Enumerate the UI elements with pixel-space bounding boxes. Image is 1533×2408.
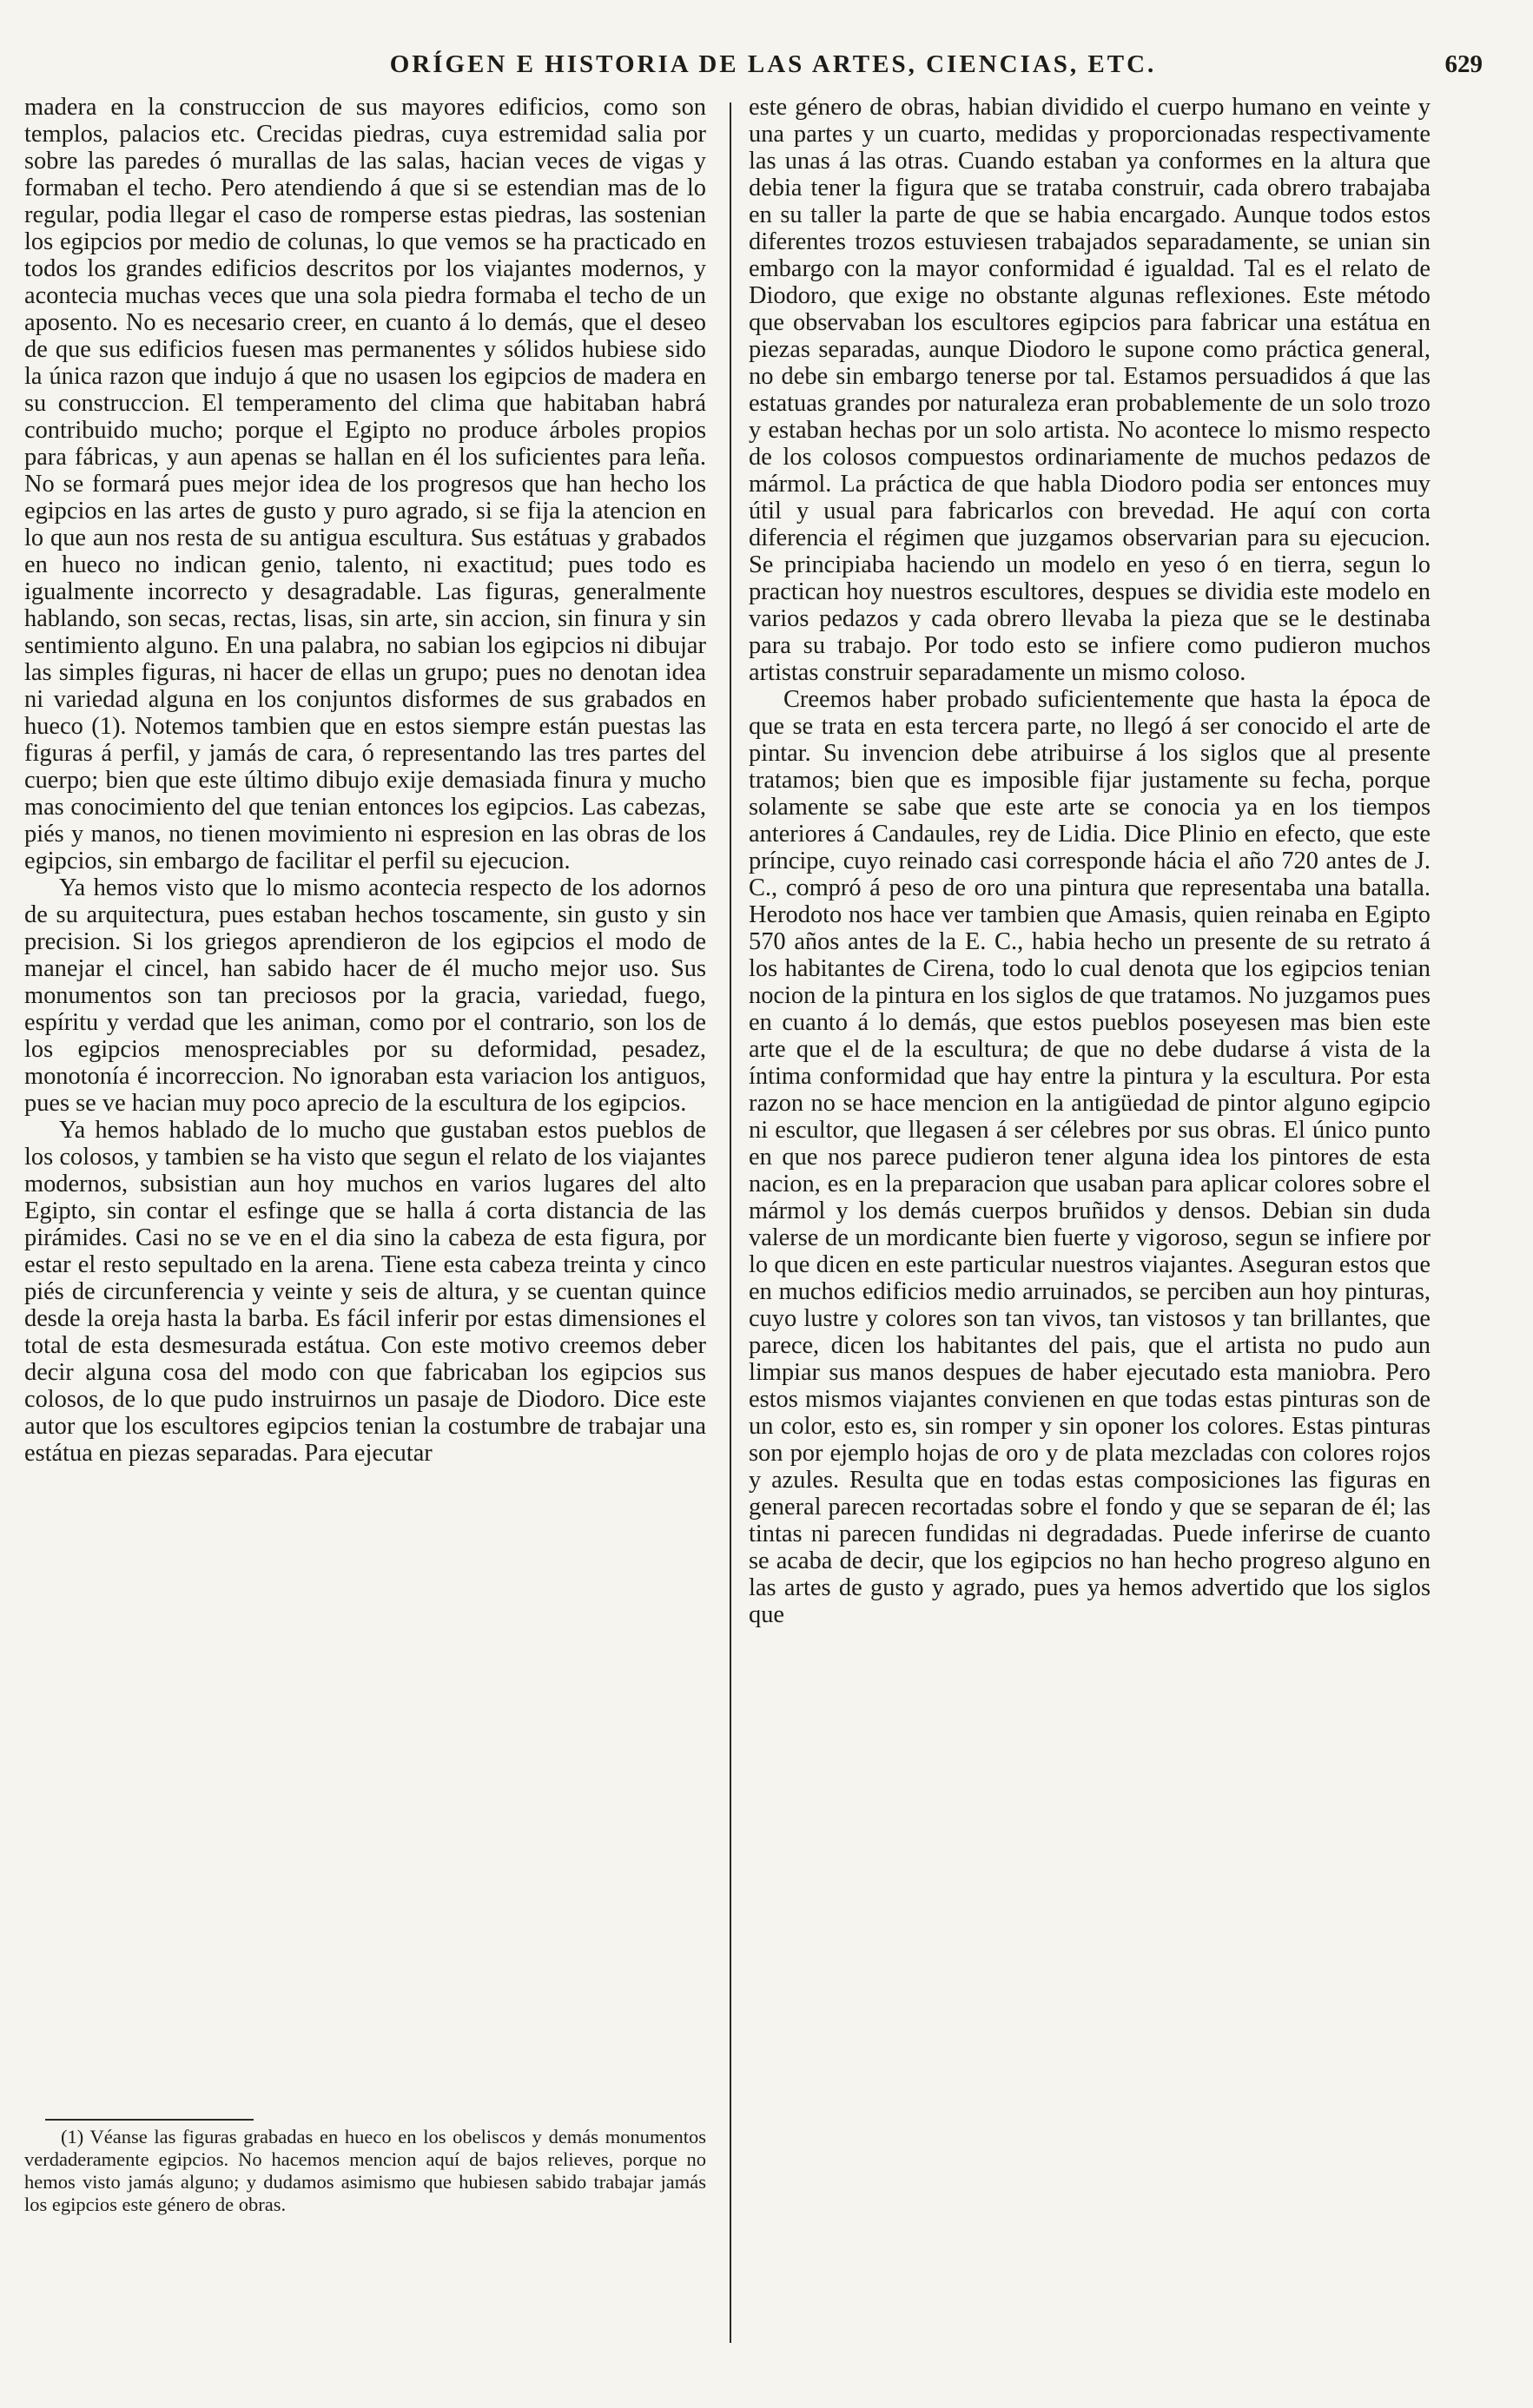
column-divider — [730, 102, 731, 2343]
left-column — [24, 94, 706, 1467]
page-number: 629 — [1444, 50, 1483, 78]
left-paragraph-1: madera en la construccion de sus mayores edificios, como son templos, palacios etc. Crecidas piedras, cuya estremidad salia por sobre las paredes ó murallas de las salas, hacian veces de vigas y formaban el techo. Pero atendiendo á que si se estendian mas de lo regular, podia llegar el caso de romperse estas piedras, las sostenian los egipcios por medio de colunas, lo que vemos se ha practicado en todos los grandes edificios descritos por los viajantes modernos, y acontecia muchas veces que una sola piedra formaba el techo de un aposento. No es necesario creer, en cuanto á lo demás, que el deseo de que sus edificios fuesen mas permanentes y sólidos hubiese sido la única razon que indujo á que no usasen los egipcios de madera en su construccion. El temperamento del clima que habitaban habrá contribuido mucho; porque el Egipto no produce árboles propios para fábricas, y aun apenas se hallan en él los suficientes para leña. No se formará pues mejor idea de los progresos que han hecho los egipcios en las artes de gusto y puro agrado, si se fija la atencion en lo que aun nos resta de su antigua escultura. Sus estátuas y grabados en hueco no indican genio, talento, ni exactitud; pues todo es igualmente incorrecto y desagradable. Las figuras, generalmente hablando, son secas, rectas, lisas, sin arte, sin accion, sin finura y sin sentimiento alguno. En una palabra, no sabian los egipcios ni dibujar las simples figuras, ni hacer de ellas un grupo; pues no denotan idea ni variedad alguna en los conjuntos disformes de sus grabados en hueco (1). Notemos tambien que en estos siempre están puestas las figuras á perfil, y jamás de cara, ó representando las tres partes del cuerpo; bien que este último dibujo exije demasiada finura y mucho mas conocimiento del que tenian entonces los egipcios. Las cabezas, piés y manos, no tienen movimiento ni espresion en las obras de los egipcios, sin embargo de facilitar el perfil su ejecucion. — [24, 94, 706, 874]
running-title: ORÍGEN E HISTORIA DE LAS ARTES, CIENCIAS, ETC. — [389, 50, 1157, 78]
left-paragraph-2: Ya hemos visto que lo mismo acontecia respecto de los adornos de su arquitectura, pues estaban hechos toscamente, sin gusto y sin precision. Si los griegos aprendieron de los egipcios el modo de manejar el cincel, han sabido hacer de él mucho mejor uso. Sus monumentos son tan preciosos por la gracia, variedad, fuego, espíritu y verdad que les animan, como por el contrario, son los de los egipcios menospreciables por su deformidad, pesadez, monotonía é incorreccion. No ignoraban esta variacion los antiguos, pues se ve hacian muy poco aprecio de la escultura de los egipcios. — [24, 874, 706, 1117]
footnote-text: (1) Véanse las figuras grabadas en hueco en los obeliscos y demás monumentos verdaderamente egipcios. No hacemos mencion aquí de bajos relieves, porque no hemos visto jamás alguno; y dudamos asimismo que hubiesen sabido trabajar jamás los egipcios este género de obras. — [24, 2126, 706, 2215]
right-column — [749, 94, 1431, 1628]
right-paragraph-2: Creemos haber probado suficientemente que hasta la época de que se trata en esta tercera parte, no llegó á ser conocido el arte de pintar. Su invencion debe atribuirse á los siglos que al presente tratamos; bien que es imposible fijar justamente su fecha, porque solamente se sabe que este arte se conocia ya en los tiempos anteriores á Candaules, rey de Lidia. Dice Plinio en efecto, que este príncipe, cuyo reinado casi corresponde hácia el año 720 antes de J. C., compró á peso de oro una pintura que representaba una batalla. Herodoto nos hace ver tambien que Amasis, quien reinaba en Egipto 570 años antes de la E. C., habia hecho un presente de su retrato á los habitantes de Cirena, todo lo cual denota que los egipcios tenian nocion de la pintura en los siglos de que tratamos. No juzgamos pues en cuanto á lo demás, que estos pueblos poseyesen mas bien este arte que el de la escultura; de que no debe dudarse á vista de la íntima conformidad que hay entre la pintura y la escultura. Por esta razon no se hace mencion en la antigüedad de pintor alguno egipcio ni escultor, que llegasen á ser célebres por sus obras. El único punto en que nos parece pudieron tener alguna idea los pintores de esta nacion, es en la preparacion que usaban para aplicar colores sobre el mármol y los demás cuerpos bruñidos y densos. Debian sin duda valerse de un mordicante bien fuerte y vigoroso, segun se infiere por lo que dicen en este particular nuestros viajantes. Aseguran estos que en muchos edificios medio arruinados, se perciben aun hoy pinturas, cuyo lustre y colores son tan vivos, tan vistosos y tan brillantes, que parece, dicen los habitantes del pais, que el artista no pudo aun limpiar sus manos despues de haber ejecutado esta maniobra. Pero estos mismos viajantes convienen en que todas estas pinturas son de un color, esto es, sin romper y sin oponer los colores. Estas pinturas son por ejemplo hojas de oro y de plata mezcladas con colores rojos y azules. Resulta que en todas estas composiciones las figuras en general parecen recortadas sobre el fondo y que se separan de él; las tintas ni parecen fundidas ni degradadas. Puede inferirse de cuanto se acaba de decir, que los egipcios no han hecho progreso alguno en las artes de gusto y agrado, pues ya hemos advertido que los siglos que — [749, 686, 1431, 1628]
footnote-divider — [45, 2119, 254, 2121]
left-paragraph-3: Ya hemos hablado de lo mucho que gustaban estos pueblos de los colosos, y tambien se ha visto que segun el relato de los viajantes modernos, subsistian aun hoy muchos en varios lugares del alto Egipto, sin contar el esfinge que se halla á corta distancia de las pirámides. Casi no se ve en el dia sino la cabeza de esta figura, por estar el resto sepultado en la arena. Tiene esta cabeza treinta y cinco piés de circunferencia y veinte y seis de altura, y se cuentan quince desde la oreja hasta la barba. Es fácil inferir por estas dimensiones el total de esta desmesurada estátua. Con este motivo creemos deber decir alguna cosa del modo con que fabricaban los egipcios sus colosos, de lo que pudo instruirnos un pasaje de Diodoro. Dice este autor que los escultores egipcios tenian la costumbre de trabajar una estátua en piezas separadas. Para ejecutar — [24, 1117, 706, 1467]
running-head — [0, 50, 1533, 94]
footnote — [24, 2126, 706, 2216]
right-paragraph-1: este género de obras, habian dividido el cuerpo humano en veinte y una partes y un cuarto, medidas y proporcionadas respectivamente las unas á las otras. Cuando estaban ya conformes en la altura que debia tener la figura que se trataba construir, cada obrero trabajaba en su taller la parte de que se habia encargado. Aunque todos estos diferentes trozos estuviesen trabajados separadamente, se unian sin embargo con la mayor conformidad é igualdad. Tal es el relato de Diodoro, que exige no obstante algunas reflexiones. Este método que observaban los escultores egipcios para fabricar una estátua en piezas separadas, aunque Diodoro le supone como práctica general, no debe sin embargo tenerse por tal. Estamos persuadidos á que las estatuas grandes por naturaleza eran probablemente de un solo trozo y estaban hechas por un solo artista. No acontece lo mismo respecto de los colosos compuestos ordinariamente de muchos pedazos de mármol. La práctica de que habla Diodoro podia ser entonces muy útil y usual para fabricarlos con brevedad. He aquí con corta diferencia el régimen que juzgamos observarian para su ejecucion. Se principiaba haciendo un modelo en yeso ó en tierra, segun lo practican hoy nuestros escultores, despues se dividia este modelo en varios pedazos y cada obrero llevaba la pieza que se le destinaba para su trabajo. Por todo esto se infiere como pudieron muchos artistas construir separadamente un mismo coloso. — [749, 94, 1431, 686]
